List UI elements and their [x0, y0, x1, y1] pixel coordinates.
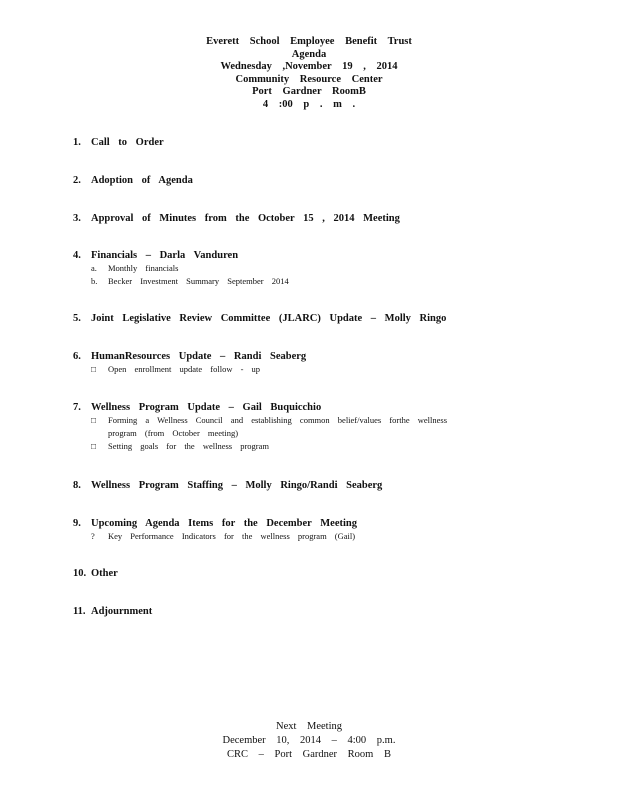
sub-item-marker: ? [91, 531, 95, 541]
item-title: Wellness Program Update – Gail Buquicchio [91, 402, 322, 413]
agenda-item [73, 568, 118, 580]
item-number: 5. [73, 313, 81, 324]
sub-item [73, 440, 447, 453]
agenda-item [73, 518, 357, 543]
item-title: Adoption of Agenda [91, 175, 193, 186]
agenda-item [73, 250, 289, 288]
item-number: 2. [73, 175, 81, 186]
meeting-date: Wednesday ,November 19 , 2014 [220, 61, 398, 72]
sub-item [73, 530, 357, 543]
agenda-item [73, 480, 382, 492]
item-number: 11. [73, 606, 86, 617]
meeting-room: Port Gardner RoomB [252, 86, 366, 97]
sub-item-text: Monthly financials [108, 263, 179, 273]
agenda-item [73, 313, 446, 325]
sub-item-text: Setting goals for the wellness program [108, 441, 270, 451]
item-title: Financials – Darla Vanduren [91, 250, 239, 261]
item-title: Other [91, 568, 118, 579]
bullet-icon: □ [91, 441, 97, 451]
next-meeting-location: CRC – Port Gardner Room B [227, 749, 391, 760]
agenda-item [73, 175, 193, 187]
sub-item-continuation [73, 427, 447, 440]
meeting-location: Community Resource Center [235, 73, 383, 85]
item-number: 10. [73, 568, 87, 579]
sub-item-text: program (from October meeting) [108, 428, 239, 438]
sub-item-text: Open enrollment update follow - up [108, 364, 261, 374]
sub-item-letter: a. [91, 263, 97, 273]
item-number: 4. [73, 250, 81, 261]
next-meeting-footer [0, 720, 618, 762]
sub-item [73, 414, 447, 427]
sub-item-text: Key Performance Indicators for the wellness program (Gail) [108, 531, 356, 541]
sub-item [73, 363, 306, 376]
meeting-time: 4 :00 p . m . [262, 98, 356, 110]
item-title: Adjournment [91, 606, 153, 617]
item-number: 6. [73, 351, 81, 362]
sub-item-text: Forming a Wellness Council and establishing common belief/values forthe wellness [108, 415, 448, 425]
agenda-item [73, 351, 306, 376]
doc-title: Agenda [291, 48, 327, 60]
item-number: 3. [73, 213, 81, 224]
item-title: Upcoming Agenda Items for the December Meeting [91, 518, 357, 529]
item-title: Call to Order [91, 137, 164, 148]
next-meeting-heading: Next Meeting [275, 721, 343, 732]
item-number: 7. [73, 402, 81, 413]
item-number: 8. [73, 480, 81, 491]
sub-item-letter: b. [91, 276, 98, 286]
sub-item [73, 275, 289, 288]
agenda-item [73, 606, 152, 618]
sub-item [73, 262, 289, 275]
item-title: Approval of Minutes from the October 15 , 2014 Meeting [91, 213, 400, 224]
item-number: 1. [73, 137, 81, 148]
agenda-item [73, 213, 400, 225]
item-title: Wellness Program Staffing – Molly Ringo/Randi Seaberg [91, 480, 383, 491]
item-title: HumanResources Update – Randi Seaberg [91, 351, 307, 362]
sub-item-text: Becker Investment Summary September 2014 [108, 276, 289, 286]
next-meeting-date: December 10, 2014 – 4:00 p.m. [222, 735, 396, 746]
item-title: Joint Legislative Review Committee (JLARC) Update – Molly Ringo [91, 313, 447, 324]
item-number: 9. [73, 518, 81, 529]
org-title: Everett School Employee Benefit Trust [206, 36, 412, 47]
agenda-item [73, 137, 164, 149]
bullet-icon: □ [91, 364, 97, 374]
agenda-item [73, 402, 447, 453]
bullet-icon: □ [91, 415, 97, 425]
agenda-header [0, 36, 618, 111]
